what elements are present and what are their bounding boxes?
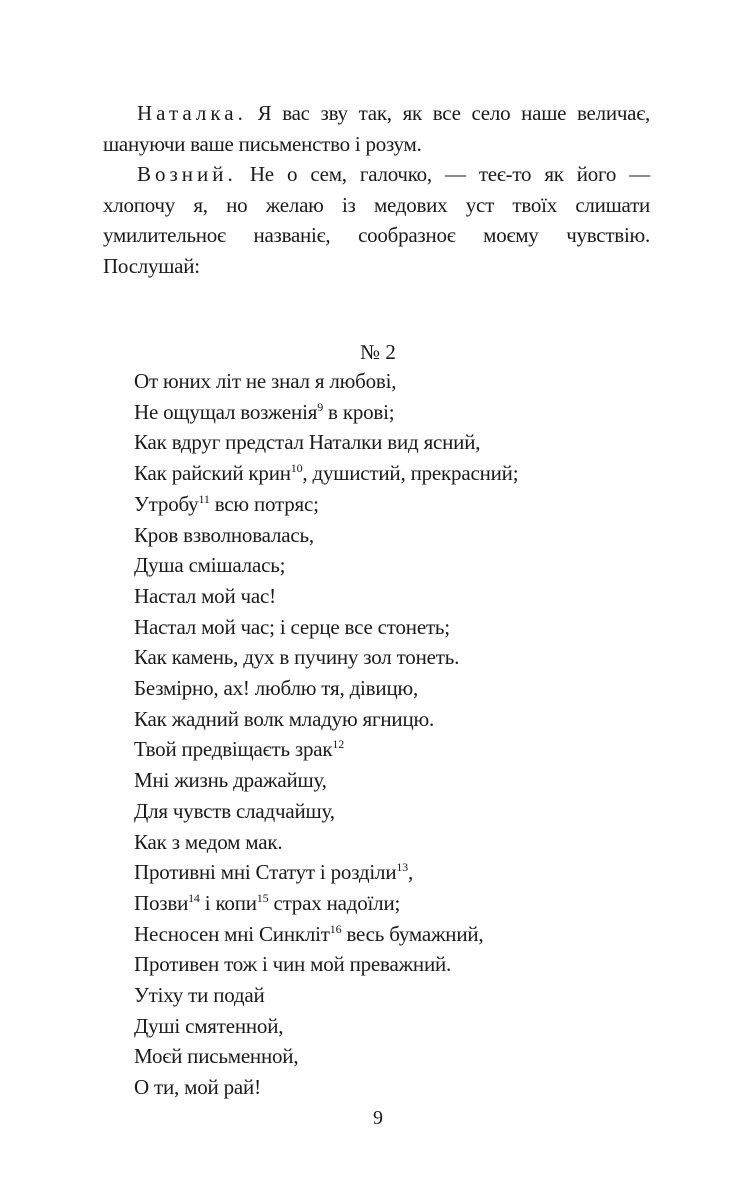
verse-line	[134, 581, 518, 612]
song-title: № 2	[360, 340, 396, 364]
verse-text: Моєй письменной,	[134, 1044, 299, 1069]
verse-text: Для чувств сладчайшу,	[134, 798, 335, 823]
speech-text: Я вас зву так, як все село наше величає, шануючи ваше письменство і розум.	[103, 101, 650, 156]
verse-line	[134, 888, 518, 919]
footnote-mark: 10	[290, 461, 303, 476]
speech-text: Не о сем, галочко, — теє-то як його — хлопочу я, но желаю із медових уст твоїх слишати умилительноє названіє, сообразноє моєму чувствію. Послушай:	[103, 162, 650, 278]
verse-line	[134, 796, 518, 827]
verse-line	[134, 949, 518, 980]
verse-text: Как вдруг предстал Наталки вид ясний,	[134, 430, 481, 455]
verse-line	[134, 919, 518, 950]
verse-text: страх надоїли;	[268, 890, 401, 915]
footnote-mark: 15	[256, 890, 269, 905]
prose-paragraph	[103, 98, 650, 159]
verse-line	[134, 734, 518, 765]
verse-text: весь бумажний,	[341, 921, 484, 946]
page-number: 9	[373, 1107, 383, 1129]
verse-line	[134, 642, 518, 673]
verse-text: Душа смішалась;	[134, 553, 286, 578]
verse-line	[134, 1011, 518, 1042]
verse-text: Твой предвіщаєть зрак	[134, 737, 333, 762]
verse-text: Настал мой час; і серце все стонеть;	[134, 614, 450, 639]
verse-text: Как жадний волк младую ягницю.	[134, 706, 435, 731]
verse-block	[134, 366, 518, 1103]
verse-line	[134, 397, 518, 428]
verse-text: Настал мой час!	[134, 583, 276, 608]
verse-line	[134, 857, 518, 888]
verse-line	[134, 427, 518, 458]
verse-text: Как райский крин	[134, 461, 291, 486]
verse-text: ,	[407, 860, 414, 885]
verse-line	[134, 673, 518, 704]
verse-line	[134, 827, 518, 858]
verse-text: Кров взволновалась,	[134, 522, 314, 547]
verse-text: От юних літ не знал я любові,	[134, 369, 397, 393]
verse-text: Противен тож і чин мой преважний.	[134, 952, 452, 977]
verse-text: Утробу	[134, 491, 199, 516]
verse-text: Безмірно, ах! люблю тя, дівицю,	[134, 676, 419, 701]
verse-line	[134, 765, 518, 796]
footnote-mark: 14	[188, 890, 200, 905]
verse-text: Как камень, дух в пучину зол тонеть.	[134, 645, 460, 670]
verse-text: Утіху ти подай	[134, 983, 265, 1008]
verse-text: , душистий, прекрасний;	[302, 461, 519, 486]
verse-line	[134, 1072, 518, 1103]
speaker-name: Возний.	[137, 162, 237, 186]
verse-line	[134, 489, 518, 520]
verse-text: Не ощущал возженія	[134, 399, 318, 424]
verse-line	[134, 366, 518, 397]
verse-line	[134, 520, 518, 551]
verse-line	[134, 550, 518, 581]
footnote-mark: 11	[198, 491, 210, 506]
verse-text: Позви	[134, 890, 189, 915]
verse-text: О ти, мой рай!	[134, 1075, 261, 1100]
prose-block	[103, 98, 650, 281]
verse-line	[134, 458, 518, 489]
verse-line	[134, 704, 518, 735]
footnote-mark: 9	[317, 399, 323, 414]
verse-text: Как з медом мак.	[134, 829, 283, 854]
prose-paragraph	[103, 159, 650, 281]
footnote-mark: 16	[329, 921, 342, 936]
verse-text: в крові;	[323, 399, 395, 424]
verse-line	[134, 1041, 518, 1072]
verse-line	[134, 980, 518, 1011]
verse-line	[134, 612, 518, 643]
footnote-mark: 13	[396, 860, 408, 875]
verse-text: Душі смятенной,	[134, 1013, 284, 1038]
verse-text: Противні мні Статут і розділи	[134, 860, 397, 885]
verse-text: і копи	[199, 890, 257, 915]
verse-text: всю потряс;	[209, 491, 319, 516]
verse-text: Несносен мні Синкліт	[134, 921, 330, 946]
speaker-name: Наталка.	[137, 101, 247, 125]
footnote-mark: 12	[332, 737, 344, 752]
verse-text: Мні жизнь дражайшу,	[134, 768, 327, 793]
